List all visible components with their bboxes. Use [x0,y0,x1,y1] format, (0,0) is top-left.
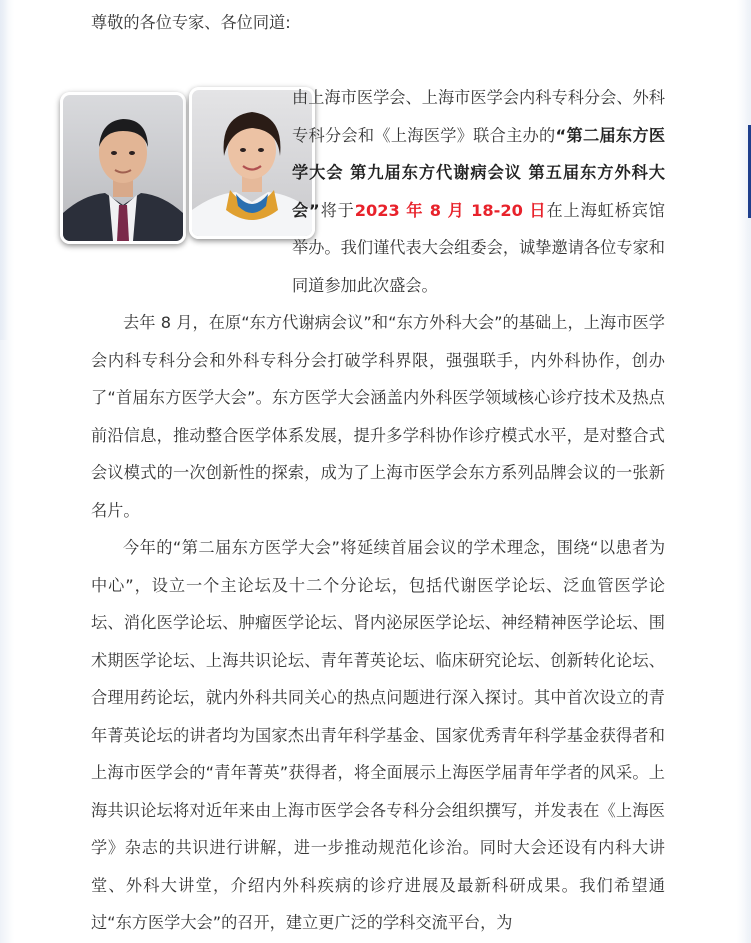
greeting-line: 尊敬的各位专家、各位同道: [91,13,291,32]
photo-float-spacer [56,79,292,299]
intro-part2: 将于 [319,200,355,220]
conference-title: “第二届东方医学大会 第九届东方代谢病会议 第五届东方外科大会” [292,125,666,220]
conference-date: 2023 年 8 月 18-20 日 [354,200,547,220]
paragraph-history: 去年 8 月，在原“东方代谢病会议”和“东方外科大会”的基础上，上海市医学会内科专科分会和外科专科分会打破学科界限，强强联手，内外科协作，创办了“首届东方医学大会”。东方医学大会涵盖内外科医学领域核心诊疗技术及热点前沿信息，推动整合医学体系发展，提升多学科协作诊疗模式水平，是对整合式会议模式的一次创新性的探索，成为了上海市医学会东方系列品牌会议的一张新名片。 [91,313,665,520]
paragraph-agenda: 今年的“第二届东方医学大会”将延续首届会议的学术理念，围绕“以患者为中心”，设立一个主论坛及十二个分论坛，包括代谢医学论坛、泛血管医学论坛、消化医学论坛、肿瘤医学论坛、肾内泌尿医学论坛、神经精神医学论坛、围术期医学论坛、上海共识论坛、青年菁英论坛、临床研究论坛、创新转化论坛、合理用药论坛，就内外科共同关心的热点问题进行深入探讨。其中首次设立的青年菁英论坛的讲者均为国家杰出青年科学基金、国家优秀青年科学基金获得者和上海市医学会的“青年菁英”获得者，将全面展示上海医学届青年学者的风采。上海共识论坛将对近年来由上海市医学会各专科分会组织撰写，并发表在《上海医学》杂志的共识进行讲解，进一步推动规范化诊治。同时大会还设有内科大讲堂、外科大讲堂，介绍内外科疾病的诊疗进展及最新科研成果。我们希望通过“东方医学大会”的召开，建立更广泛的学科交流平台，为 [91,538,665,932]
paragraph-intro [91,79,665,304]
intro-part3: 在上海虹桥宾馆举办。我们谨代表大会组委会，诚挚邀请各位专家和同道参加此次盛会。 [292,200,665,295]
left-edge-shade [0,0,8,340]
intro-part1: 由上海市医学会、上海市医学会内科专科分会、外科专科分会和《上海医学》联合主办的 [292,88,665,145]
